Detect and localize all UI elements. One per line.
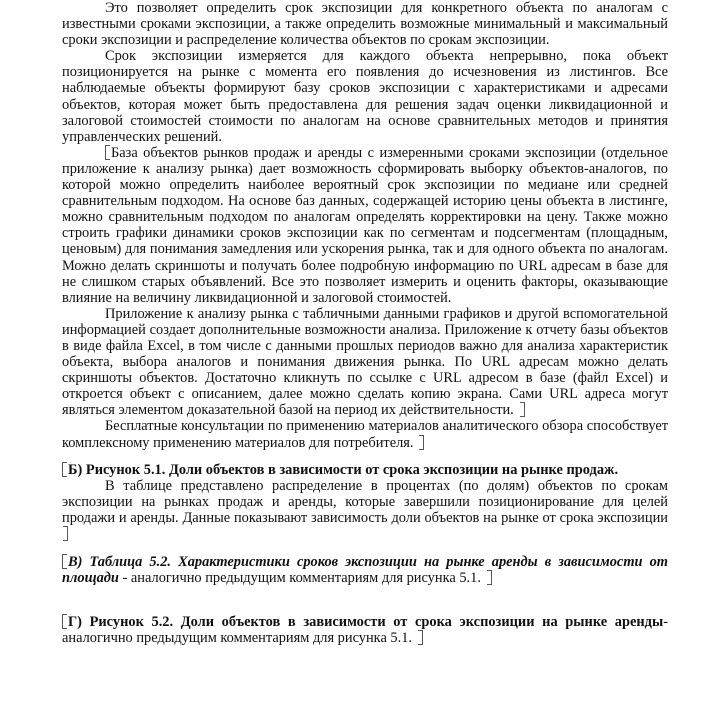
section-b-body-text: В таблице представлено распределение в процентах (по долям) объектов по срокам экспозиции на рынках продаж и аренды, которые завершили позиционирование для целей продажи и аренды. Данные показывают зависимость доли объектов на рынке от срока экспозиции [62,477,668,526]
paragraph-4 [62,306,668,419]
section-g-heading-text: Г) Рисунок 5.2. Доли объектов в зависимости от срока экспозиции на рынке аренды [68,614,664,631]
document-page [62,0,668,646]
spacer [62,542,668,554]
section-v-suffix: - аналогично предыдущим комментариям для рисунка 5.1. [118,570,481,587]
bracket-open-marker [62,614,67,629]
bracket-close-marker [419,435,424,450]
section-g-suffix: - аналогично предыдущим комментариям для рисунка 5.1. [62,614,668,647]
spacer [62,451,668,462]
paragraph-5 [62,418,668,450]
paragraph-4-text: Приложение к анализу рынка с табличными данными графиков и другой вспомогательной информацией создает дополнительные возможности анализа. Приложение к отчету базы объектов в виде файла Excel, в том числе с данными прошлых периодов важно для анализа характеристик объекта, выбора аналогов и понимания движения рынка. По URL адресам можно делать скриншоты объектов. Достаточно кликнуть по ссылке с URL адресом в базе (файл Excel) и откроется объект с описанием, далее можно сделать копию экрана. Сами URL адреса могут являться элементом доказательной базой на период их действительности. [62,305,668,419]
bracket-close-marker [487,570,492,585]
bracket-close-marker [63,526,68,541]
paragraph-1: Это позволяет определить срок экспозиции для конкретного объекта по аналогам с известными сроками экспозиции, а также определить возможные минимальный и максимальный сроки экспозиции и распределение количества объектов по срокам экспозиции. [62,0,668,49]
section-b-body [62,478,668,542]
section-v-heading-text: В) Таблица 5.2. Характеристики сроков экспозиции на рынке аренды в зависимости от площади [62,554,668,587]
paragraph-3-text: База объектов рынков продаж и аренды с измеренными сроками экспозиции (отдельное приложение к анализу рынка) дает возможность сформировать выборку объектов-аналогов, по которой можно определить наиболее вероятный срок экспозиции по медиане или средней сравнительным подходом. На основе баз данных, содержащей историю цены объекта в листинге, можно сравнительным подходом по аналогам определять корректировки на цену. Также можно строить графики динамики сроков экспозиции как по сегментам и подсегментам (площадным, ценовым) для понимания замедления или ускорения рынка, так и для одного объекта по аналогам. Можно делать скриншоты и получать более подробную информацию по URL адресам в базе для не слишком старых объявлений. Все это позволяет измерить и оценить факторы, оказывающие влияние на величину ликвидационной и залоговой стоимостей. [62,144,668,306]
section-b-heading-text: Б) Рисунок 5.1. Доли объектов в зависимости от срока экспозиции на рынке продаж. [68,461,619,478]
bracket-close-marker [520,402,525,417]
paragraph-3 [62,145,668,306]
section-g-heading [62,614,668,646]
spacer [62,586,668,614]
section-v-heading [62,554,668,586]
paragraph-2: Срок экспозиции измеряется для каждого объекта непрерывно, пока объект позиционируется на рынке с момента его появления до исчезновения из листингов. Все наблюдаемые объекты формируют базу сроков экспозиции с характеристиками и адресами объектов, которая может быть предоставлена для решения задач оценки ликвидационной и залоговой стоимостей стоимости по аналогам на основе сравнительных методов и принятия управленческих решений. [62,48,668,145]
section-b-heading [62,462,668,478]
bracket-open-marker [105,145,110,160]
bracket-open-marker [62,462,67,477]
bracket-open-marker [62,554,67,569]
bracket-close-marker [418,630,423,645]
paragraph-5-text: Бесплатные консультации по применению материалов аналитического обзора способствует комплексному применению материалов для потребителя. [62,418,668,451]
